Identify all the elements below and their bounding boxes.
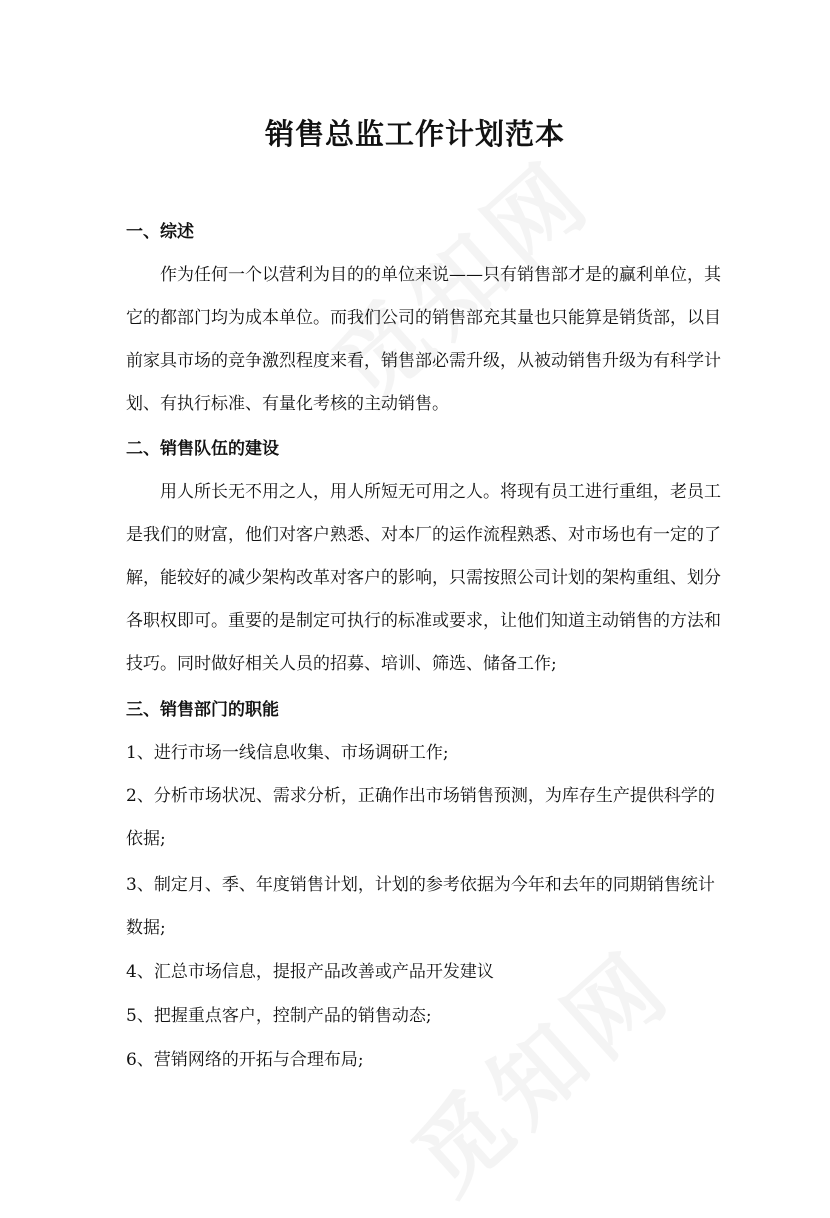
section-heading: 三、销售部门的职能	[126, 700, 279, 720]
paragraph-line: 前家具市场的竞争激烈程度来看，销售部必需升级，从被动销售升级为有科学计	[126, 351, 721, 371]
paragraph-line: 作为任何一个以营利为目的的单位来说——只有销售部才是的赢利单位，其	[160, 265, 721, 285]
list-item: 2、分析市场状况、需求分析，正确作出市场销售预测，为库存生产提供科学的	[126, 786, 715, 806]
paragraph-line: 技巧。同时做好相关人员的招募、培训、筛选、储备工作;	[126, 654, 557, 674]
list-item: 3、制定月、季、年度销售计划，计划的参考依据为今年和去年的同期销售统计	[126, 875, 715, 895]
list-item: 6、营销网络的开拓与合理布局;	[126, 1050, 364, 1070]
list-item-continuation: 依据;	[126, 829, 166, 849]
paragraph-line: 它的都部门均为成本单位。而我们公司的销售部充其量也只能算是销货部，以目	[126, 308, 721, 328]
paragraph-line: 是我们的财富，他们对客户熟悉、对本厂的运作流程熟悉、对市场也有一定的了	[126, 525, 721, 545]
section-heading: 一、综述	[126, 222, 194, 242]
paragraph-line: 划、有执行标准、有量化考核的主动销售。	[126, 394, 449, 414]
list-item: 5、把握重点客户，控制产品的销售动态;	[126, 1006, 432, 1026]
section-heading: 二、销售队伍的建设	[126, 439, 279, 459]
list-item: 1、进行市场一线信息收集、市场调研工作;	[126, 743, 449, 763]
page-title: 销售总监工作计划范本	[264, 117, 565, 151]
list-item-continuation: 数据;	[126, 918, 166, 938]
paragraph-line: 各职权即可。重要的是制定可执行的标准或要求，让他们知道主动销售的方法和	[126, 611, 721, 631]
paragraph-line: 解，能较好的减少架构改革对客户的影响，只需按照公司计划的架构重组、划分	[126, 568, 721, 588]
list-item: 4、汇总市场信息，提报产品改善或产品开发建议	[126, 962, 494, 982]
paragraph-line: 用人所长无不用之人，用人所短无可用之人。将现有员工进行重组，老员工	[160, 482, 721, 502]
